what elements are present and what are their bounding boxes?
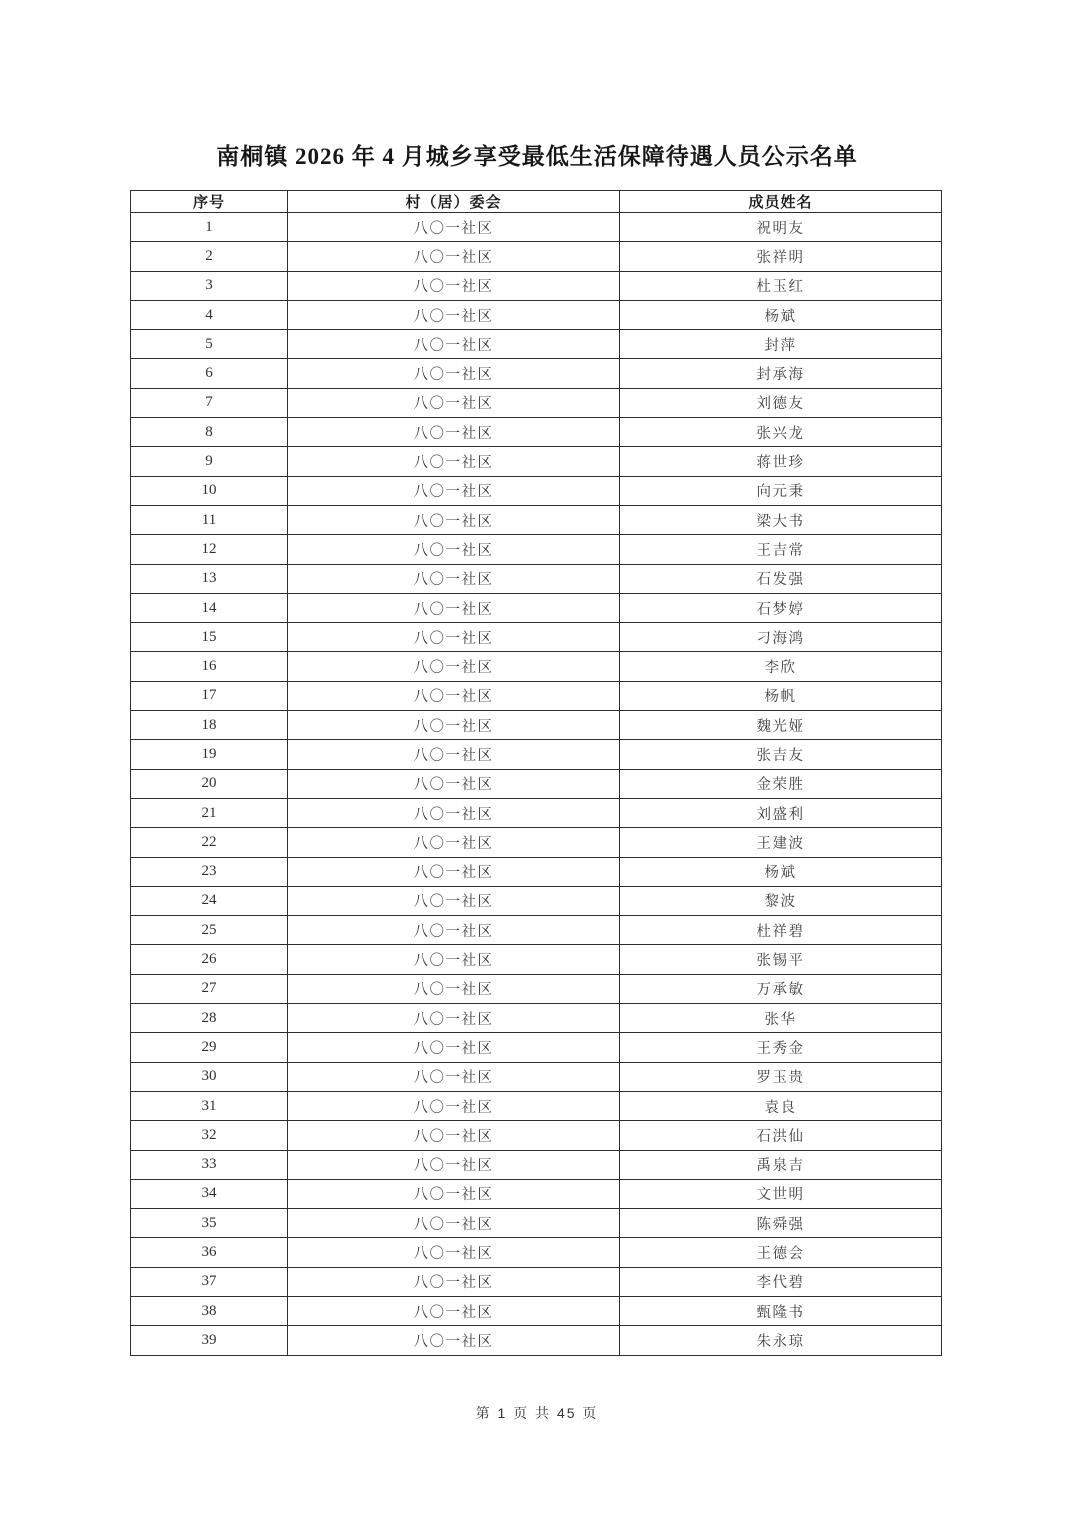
table-row <box>131 1004 942 1033</box>
page-title: 南桐镇 2026 年 4 月城乡享受最低生活保障待遇人员公示名单 <box>216 144 858 169</box>
cell-name: 石发强 <box>620 564 942 593</box>
cell-index: 33 <box>131 1150 288 1179</box>
table-row <box>131 1238 942 1267</box>
cell-index: 28 <box>131 1004 288 1033</box>
table-row <box>131 359 942 388</box>
table-row <box>131 476 942 505</box>
cell-village: 八〇一社区 <box>288 564 620 593</box>
cell-name: 罗玉贵 <box>620 1062 942 1091</box>
cell-name: 刘盛利 <box>620 798 942 827</box>
cell-name: 甄隆书 <box>620 1296 942 1325</box>
table-row <box>131 1326 942 1356</box>
table-row <box>131 769 942 798</box>
table-row <box>131 1091 942 1120</box>
cell-index: 22 <box>131 828 288 857</box>
cell-name: 陈舜强 <box>620 1209 942 1238</box>
cell-index: 31 <box>131 1091 288 1120</box>
cell-name: 杨帆 <box>620 681 942 710</box>
cell-name: 梁大书 <box>620 505 942 534</box>
cell-village: 八〇一社区 <box>288 1121 620 1150</box>
cell-village: 八〇一社区 <box>288 769 620 798</box>
cell-village: 八〇一社区 <box>288 447 620 476</box>
cell-village: 八〇一社区 <box>288 1062 620 1091</box>
cell-village: 八〇一社区 <box>288 242 620 271</box>
cell-index: 24 <box>131 886 288 915</box>
cell-index: 11 <box>131 505 288 534</box>
cell-name: 石梦婷 <box>620 593 942 622</box>
cell-village: 八〇一社区 <box>288 388 620 417</box>
cell-name: 黎波 <box>620 886 942 915</box>
cell-index: 7 <box>131 388 288 417</box>
page-number-footer: 第 1 页 共 45 页 <box>475 1405 599 1421</box>
cell-village: 八〇一社区 <box>288 652 620 681</box>
cell-village: 八〇一社区 <box>288 623 620 652</box>
cell-index: 19 <box>131 740 288 769</box>
cell-village: 八〇一社区 <box>288 505 620 534</box>
cell-name: 张华 <box>620 1004 942 1033</box>
table-row <box>131 740 942 769</box>
cell-name: 禹泉吉 <box>620 1150 942 1179</box>
table-row <box>131 916 942 945</box>
cell-village: 八〇一社区 <box>288 681 620 710</box>
cell-village: 八〇一社区 <box>288 1238 620 1267</box>
table-row <box>131 974 942 1003</box>
cell-index: 32 <box>131 1121 288 1150</box>
cell-village: 八〇一社区 <box>288 1091 620 1120</box>
cell-index: 26 <box>131 945 288 974</box>
table-row <box>131 505 942 534</box>
cell-village: 八〇一社区 <box>288 359 620 388</box>
cell-index: 9 <box>131 447 288 476</box>
cell-index: 2 <box>131 242 288 271</box>
table-row <box>131 828 942 857</box>
cell-index: 10 <box>131 476 288 505</box>
table-row <box>131 1062 942 1091</box>
cell-village: 八〇一社区 <box>288 945 620 974</box>
table-row <box>131 535 942 564</box>
cell-village: 八〇一社区 <box>288 300 620 329</box>
cell-name: 金荣胜 <box>620 769 942 798</box>
cell-name: 袁良 <box>620 1091 942 1120</box>
cell-name: 李欣 <box>620 652 942 681</box>
cell-index: 8 <box>131 418 288 447</box>
cell-village: 八〇一社区 <box>288 1033 620 1062</box>
cell-index: 39 <box>131 1326 288 1356</box>
cell-village: 八〇一社区 <box>288 798 620 827</box>
cell-name: 杜祥碧 <box>620 916 942 945</box>
cell-village: 八〇一社区 <box>288 1004 620 1033</box>
table-row <box>131 418 942 447</box>
cell-name: 石洪仙 <box>620 1121 942 1150</box>
cell-name: 张祥明 <box>620 242 942 271</box>
cell-name: 王建波 <box>620 828 942 857</box>
cell-name: 魏光娅 <box>620 711 942 740</box>
cell-name: 向元秉 <box>620 476 942 505</box>
cell-village: 八〇一社区 <box>288 1296 620 1325</box>
cell-name: 张吉友 <box>620 740 942 769</box>
table-row <box>131 1267 942 1296</box>
cell-name: 蒋世珍 <box>620 447 942 476</box>
cell-name: 祝明友 <box>620 213 942 242</box>
cell-index: 13 <box>131 564 288 593</box>
cell-village: 八〇一社区 <box>288 593 620 622</box>
cell-name: 李代碧 <box>620 1267 942 1296</box>
cell-name: 文世明 <box>620 1179 942 1208</box>
cell-index: 35 <box>131 1209 288 1238</box>
table-header-row <box>131 191 942 213</box>
table-row <box>131 711 942 740</box>
table-row <box>131 1209 942 1238</box>
cell-name: 朱永琼 <box>620 1326 942 1356</box>
table-row <box>131 857 942 886</box>
cell-index: 4 <box>131 300 288 329</box>
cell-village: 八〇一社区 <box>288 828 620 857</box>
table-row <box>131 1121 942 1150</box>
table-row <box>131 945 942 974</box>
roster-table <box>130 190 942 1356</box>
cell-village: 八〇一社区 <box>288 213 620 242</box>
cell-village: 八〇一社区 <box>288 476 620 505</box>
cell-name: 刘德友 <box>620 388 942 417</box>
cell-village: 八〇一社区 <box>288 1326 620 1356</box>
table-row <box>131 388 942 417</box>
cell-index: 16 <box>131 652 288 681</box>
cell-village: 八〇一社区 <box>288 1267 620 1296</box>
cell-village: 八〇一社区 <box>288 857 620 886</box>
table-row <box>131 593 942 622</box>
table-row <box>131 681 942 710</box>
table-row <box>131 886 942 915</box>
cell-name: 杨斌 <box>620 300 942 329</box>
table-row <box>131 447 942 476</box>
cell-index: 21 <box>131 798 288 827</box>
cell-name: 刁海鸿 <box>620 623 942 652</box>
cell-index: 14 <box>131 593 288 622</box>
table-body <box>131 213 942 1356</box>
cell-index: 30 <box>131 1062 288 1091</box>
cell-village: 八〇一社区 <box>288 974 620 1003</box>
cell-name: 封萍 <box>620 330 942 359</box>
cell-index: 37 <box>131 1267 288 1296</box>
cell-village: 八〇一社区 <box>288 740 620 769</box>
table-row <box>131 271 942 300</box>
cell-index: 27 <box>131 974 288 1003</box>
cell-name: 张兴龙 <box>620 418 942 447</box>
cell-index: 36 <box>131 1238 288 1267</box>
column-header-village-committee: 村（居）委会 <box>288 191 620 213</box>
cell-village: 八〇一社区 <box>288 535 620 564</box>
cell-village: 八〇一社区 <box>288 916 620 945</box>
cell-name: 万承敏 <box>620 974 942 1003</box>
cell-name: 王德会 <box>620 1238 942 1267</box>
table-row <box>131 330 942 359</box>
cell-index: 1 <box>131 213 288 242</box>
cell-village: 八〇一社区 <box>288 330 620 359</box>
table-row <box>131 242 942 271</box>
table-row <box>131 1150 942 1179</box>
cell-village: 八〇一社区 <box>288 418 620 447</box>
cell-village: 八〇一社区 <box>288 886 620 915</box>
cell-index: 29 <box>131 1033 288 1062</box>
cell-name: 王秀金 <box>620 1033 942 1062</box>
cell-index: 17 <box>131 681 288 710</box>
cell-index: 34 <box>131 1179 288 1208</box>
cell-index: 18 <box>131 711 288 740</box>
table-row <box>131 213 942 242</box>
cell-index: 5 <box>131 330 288 359</box>
cell-index: 6 <box>131 359 288 388</box>
table-row <box>131 623 942 652</box>
cell-village: 八〇一社区 <box>288 1209 620 1238</box>
cell-village: 八〇一社区 <box>288 1150 620 1179</box>
cell-index: 38 <box>131 1296 288 1325</box>
cell-name: 杜玉红 <box>620 271 942 300</box>
table-row <box>131 652 942 681</box>
cell-index: 15 <box>131 623 288 652</box>
cell-name: 封承海 <box>620 359 942 388</box>
table-row <box>131 798 942 827</box>
cell-village: 八〇一社区 <box>288 271 620 300</box>
cell-name: 张锡平 <box>620 945 942 974</box>
table-row <box>131 1179 942 1208</box>
cell-index: 20 <box>131 769 288 798</box>
table-row <box>131 1033 942 1062</box>
cell-name: 王吉常 <box>620 535 942 564</box>
column-header-index: 序号 <box>131 191 288 213</box>
table-row <box>131 1296 942 1325</box>
cell-index: 3 <box>131 271 288 300</box>
table-row <box>131 564 942 593</box>
cell-index: 12 <box>131 535 288 564</box>
cell-index: 23 <box>131 857 288 886</box>
cell-name: 杨斌 <box>620 857 942 886</box>
cell-index: 25 <box>131 916 288 945</box>
column-header-member-name: 成员姓名 <box>620 191 942 213</box>
table-row <box>131 300 942 329</box>
cell-village: 八〇一社区 <box>288 711 620 740</box>
cell-village: 八〇一社区 <box>288 1179 620 1208</box>
